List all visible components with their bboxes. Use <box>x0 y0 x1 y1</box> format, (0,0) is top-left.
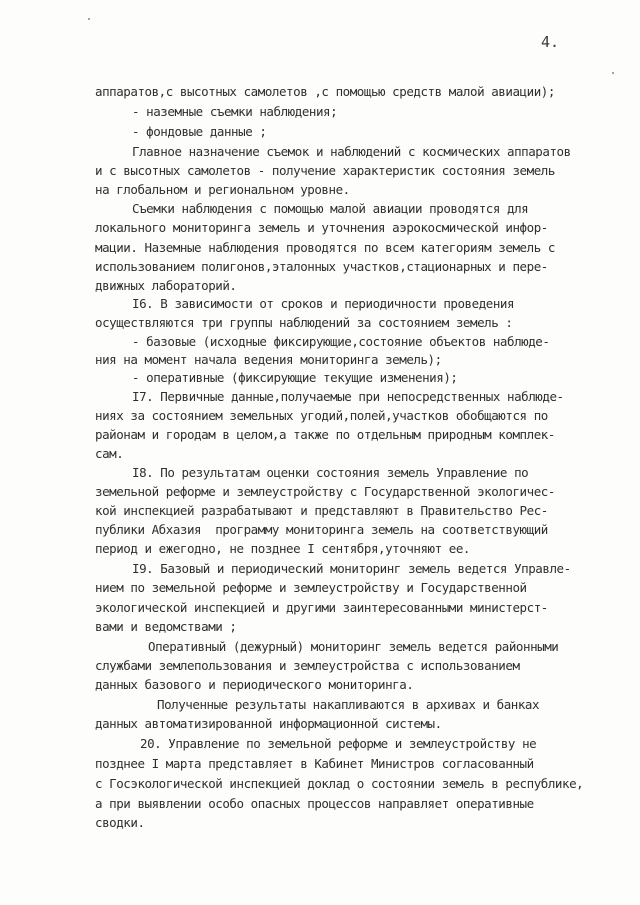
text-line: сам. <box>95 446 124 461</box>
text-line: осуществляются три группы наблюдений за состоянием земель : <box>95 315 513 330</box>
text-line: I8. По результатам оценки состояния земель Управление по <box>132 465 529 480</box>
text-line: локального мониторинга земель и уточнения аэрокосмической инфор- <box>95 220 548 235</box>
text-line: Оперативный (дежурный) мониторинг земель ведется районными <box>148 639 559 654</box>
text-line: с Госэкологической инспекцией доклад о состоянии земель в республике, <box>95 776 584 791</box>
text-line: службами землепользования и землеустройства с использованием <box>95 658 520 673</box>
text-line: Съемки наблюдения с помощью малой авиации проводятся для <box>132 201 529 216</box>
text-line: I9. Базовый и периодический мониторинг земель ведется Управле- <box>132 561 571 576</box>
page-number: 4. <box>541 33 560 51</box>
text-line: позднее I марта представляет в Кабинет Министров согласованный <box>95 756 534 771</box>
text-line: а при выявлении особо опасных процессов направляет оперативные <box>95 796 534 811</box>
text-line: кой инспекцией разрабатывают и представляют в Правительство Рес- <box>95 503 548 518</box>
text-line: движных лабораторий. <box>95 278 237 293</box>
text-line: ниях за состоянием земельных угодий,полей,участков обобщаются по <box>95 408 548 423</box>
text-line: вами и ведомствами ; <box>95 619 237 634</box>
text-line: - базовые (исходные фиксирующие,состояние объектов наблюде- <box>132 334 550 349</box>
text-line: 20. Управление по земельной реформе и землеустройству не <box>140 736 537 751</box>
text-line: и с высотных самолетов - получение характеристик состояния земель <box>95 163 555 178</box>
scan-speck <box>612 72 614 74</box>
text-line: Главное назначение съемок и наблюдений с космических аппаратов <box>132 144 571 159</box>
text-line: использованием полигонов,эталонных участков,стационарных и пере- <box>95 259 548 274</box>
text-line: - наземные съемки наблюдения; <box>132 104 338 119</box>
text-line: - фондовые данные ; <box>132 124 267 139</box>
text-line: - оперативные (фиксирующие текущие изменения); <box>132 370 458 385</box>
text-line: нием по земельной реформе и землеустройству и Государственной <box>95 580 527 595</box>
scan-speck <box>88 18 90 20</box>
text-line: ния на момент начала ведения мониторинга земель); <box>95 352 442 367</box>
text-line: данных автоматизированной информационной системы. <box>95 716 442 731</box>
text-line: публики Абхазия программу мониторинга земель на соответствующий <box>95 522 548 537</box>
text-line: земельной реформе и землеустройству с Государственной экологичес- <box>95 484 555 499</box>
text-line: период и ежегодно, не позднее I сентября,уточняют ее. <box>95 541 471 556</box>
text-line: аппаратов,с высотных самолетов ,с помощью средств малой авиации); <box>95 84 555 99</box>
text-line: сводки. <box>95 815 145 830</box>
text-line: Полученные результаты накапливаются в архивах и банках <box>157 697 540 712</box>
text-line: I6. В зависимости от сроков и периодичности проведения <box>132 296 515 311</box>
text-line: I7. Первичные данные,получаемые при непосредственных наблюде- <box>132 389 564 404</box>
text-line: экологической инспекцией и другими заинтересованными министерст- <box>95 600 548 615</box>
text-line: районам и городам в целом,а также по отдельным природным комплек- <box>95 427 555 442</box>
text-line: данных базового и периодического мониторинга. <box>95 677 414 692</box>
text-line: на глобальном и региональном уровне. <box>95 182 350 197</box>
text-line: мации. Наземные наблюдения проводятся по всем категориям земель с <box>95 240 555 255</box>
